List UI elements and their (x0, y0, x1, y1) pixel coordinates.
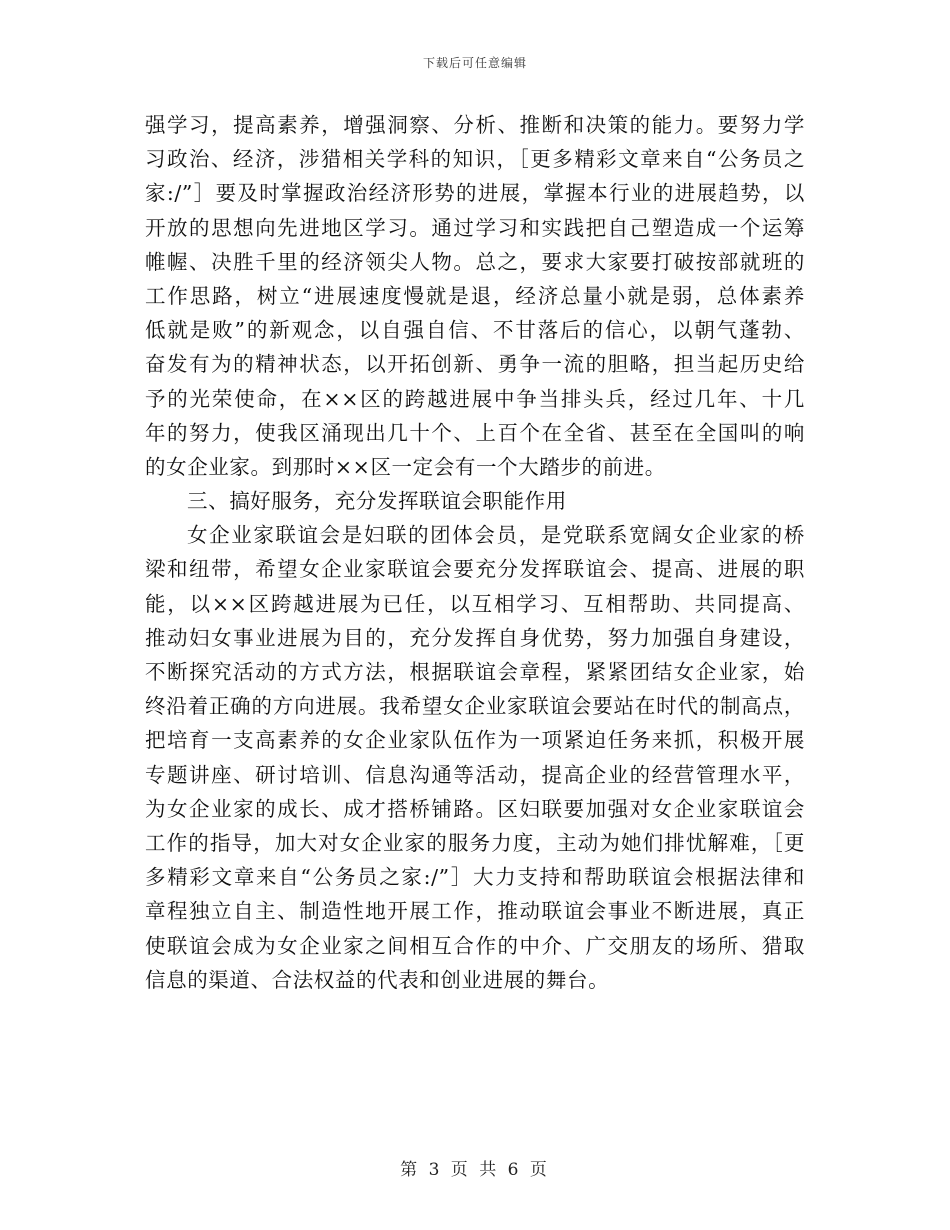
text-line: 为女企业家的成长、成才搭桥铺路。区妇联要加强对女企业家联谊会 (145, 796, 805, 821)
text-line: 开放的思想向先进地区学习。通过学习和实践把自己塑造成一个运筹 (145, 215, 805, 240)
text-line: 终沿着正确的方向进展。我希望女企业家联谊会要站在时代的制高点， (145, 694, 805, 719)
text-line: 把培育一支高素养的女企业家队伍作为一项紧迫任务来抓，积极开展 (145, 728, 805, 753)
text-line: 年的努力，使我区涌现出几十个、上百个在全省、甚至在全国叫的响 (145, 420, 805, 445)
page-number: 第 3 页 共 6 页 (400, 1160, 550, 1180)
text-line: 强学习，提高素养，增强洞察、分析、推断和决策的能力。要努力学 (145, 113, 805, 137)
text-line: 低就是败”的新观念，以自强自信、不甘落后的信心，以朝气蓬勃、 (145, 318, 805, 343)
page-header: 下载后可任意编辑 (422, 56, 527, 70)
text-line: 推动妇女事业进展为目的，充分发挥自身优势，努力加强自身建设， (145, 625, 805, 650)
text-line: 信息的渠道、合法权益的代表和创业进展的舞台。 (145, 967, 610, 992)
text-line: 专题讲座、研讨培训、信息沟通等活动，提高企业的经营管理水平， (145, 762, 805, 787)
text-line: 不断探究活动的方式方法，根据联谊会章程，紧紧团结女企业家，始 (145, 660, 805, 684)
text-line: 工作的指导，加大对女企业家的服务力度，主动为她们排忧解难，［更 (145, 830, 805, 855)
text-line: 梁和纽带，希望女企业家联谊会要充分发挥联谊会、提高、进展的职 (145, 557, 805, 582)
text-line: 奋发有为的精神状态，以开拓创新、勇争一流的胆略，担当起历史给 (145, 352, 805, 377)
text-line: 工作思路，树立“进展速度慢就是退，经济总量小就是弱，总体素养 (145, 283, 805, 308)
text-line: 家:/”］要及时掌握政治经济形势的进展，掌握本行业的进展趋势，以 (145, 181, 805, 206)
text-line: 帷幄、决胜千里的经济领尖人物。总之，要求大家要打破按部就班的 (145, 249, 805, 274)
section-heading: 三、搞好服务，充分发挥联谊会职能作用 (187, 489, 567, 514)
text-line: 章程独立自主、制造性地开展工作，推动联谊会事业不断进展，真正 (145, 899, 805, 924)
text-line: 使联谊会成为女企业家之间相互合作的中介、广交朋友的场所、猎取 (145, 933, 805, 958)
text-line: 的女企业家。到那时××区一定会有一个大踏步的前进。 (145, 454, 666, 479)
text-line: 女企业家联谊会是妇联的团体会员，是党联系宽阔女企业家的桥 (187, 523, 805, 548)
text-line: 能，以××区跨越进展为已任，以互相学习、互相帮助、共同提高、 (145, 591, 805, 616)
text-line: 习政治、经济，涉猎相关学科的知识，［更多精彩文章来自“公务员之 (145, 147, 805, 172)
text-line: 予的光荣使命，在××区的跨越进展中争当排头兵，经过几年、十几 (145, 386, 805, 411)
text-line: 多精彩文章来自“公务员之家:/”］大力支持和帮助联谊会根据法律和 (145, 865, 805, 890)
body-text (145, 108, 805, 997)
